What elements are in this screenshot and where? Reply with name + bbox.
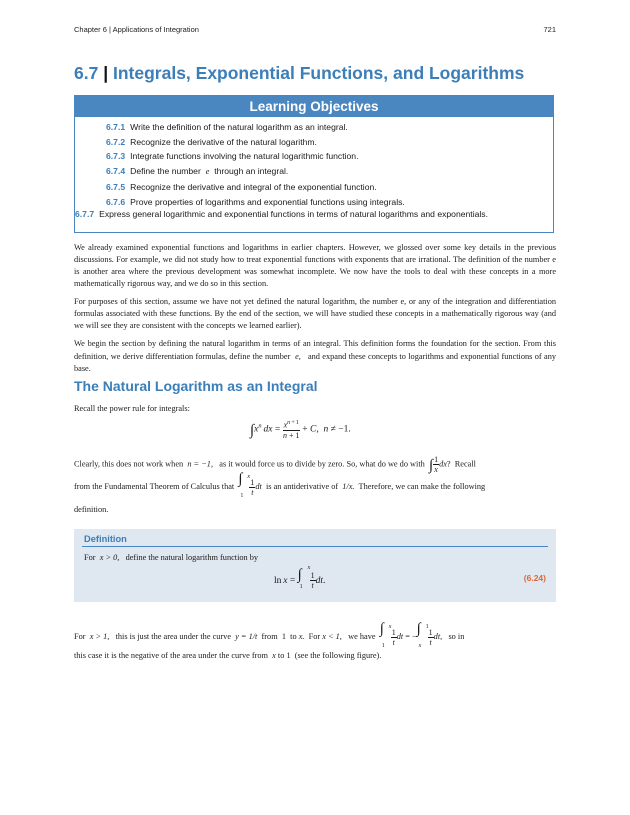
learning-objectives-box	[74, 95, 554, 233]
objective-item	[106, 195, 545, 210]
text-run: define the natural logarithm function by	[125, 553, 259, 562]
text-run: Clearly, this does not work when	[74, 459, 184, 469]
page-number: 721	[543, 25, 556, 34]
definition-divider	[82, 546, 548, 547]
text-run: Therefore, we can make the following	[358, 482, 486, 491]
learning-objectives-list	[75, 117, 553, 221]
objective-text: Integrate functions involving the natural logarithmic function.	[130, 151, 359, 161]
power-rule-equation: $\int x^n$ dx = $\frac{x^{n + 1}}{n + 1}$ + C, n ≠ −1.	[250, 420, 351, 440]
objective-text: Prove properties of logarithms and exponential functions using integrals.	[130, 196, 405, 207]
paragraph-intro: We already examined exponential functions and logarithms in earlier chapters. However, we glossed over some key details in the previous discussions. For example, we did not study how to treat exponential functions with exponents that are irrational. The definition of the number e is another area where the previous development was somewhat incomplete. We now have the tools to deal with these concepts in a more mathematically rigorous way, and we do so in this section.	[74, 243, 556, 289]
text-run: from	[261, 632, 278, 641]
math-expression: y = 1/t	[235, 632, 258, 641]
objective-text: Express general logarithmic and exponential functions in terms of natural logarithms and exponentials.	[99, 209, 488, 219]
text-run: from the Fundamental Theorem of Calculus that	[74, 482, 235, 491]
objective-text: Recognize the derivative and integral of the exponential function.	[130, 182, 377, 192]
math-expression: x > 0,	[99, 553, 120, 562]
math-expression: x > 1,	[89, 632, 110, 641]
subsection-title: The Natural Logarithm as an Integral	[74, 378, 318, 394]
objective-number: 6.7.1	[106, 122, 126, 132]
objective-text: Write the definition of the natural logarithm as an integral.	[130, 122, 348, 132]
definition-box	[74, 529, 556, 602]
objective-number: 6.7.3	[106, 151, 126, 161]
learning-objectives-heading: Learning Objectives	[75, 96, 553, 117]
math-expression: 1	[286, 651, 291, 660]
text-run: (see the following figure).	[294, 651, 382, 660]
objective-number: 6.7.5	[106, 182, 126, 192]
section-title	[74, 63, 524, 84]
title-separator: |	[103, 63, 109, 83]
objective-number: 6.7.2	[106, 136, 126, 147]
section-number: 6.7	[74, 63, 99, 83]
paragraph-ftc-end: definition.	[74, 505, 109, 514]
objective-item	[106, 120, 545, 135]
objective-item	[75, 209, 545, 221]
definition-text	[84, 553, 258, 562]
running-header-chapter: Chapter 6 | Applications of Integration	[74, 25, 199, 34]
paragraph-closing: For x > 1, this is just the area under the curve y = 1/t from 1 to x. For x < 1, we have ∫ x 1 $\frac{1}{t}$ dt = − ∫ 1 x $\frac{1}{t}$ dt, so in	[74, 621, 465, 649]
integral-1-to-x: ∫ x 1	[238, 471, 251, 499]
text-run: is an antiderivative of	[266, 482, 339, 491]
text-run: as it would force us to divide by zero. So, what do we do with	[219, 459, 425, 469]
text-run: to	[290, 632, 297, 641]
paragraph-clearly: Clearly, this does not work when n = −1, as it would force us to divide by zero. So, what do we do with ∫ $\frac{1}{x}$ dx? Recall	[74, 455, 476, 474]
definition-title: Definition	[84, 534, 127, 544]
objective-text: Define the number	[130, 165, 201, 176]
integral-x-to-1: ∫ 1 x	[416, 621, 429, 649]
text-run: and expand these concepts to logarithms and exponential functions of any base.	[74, 351, 557, 374]
text-run: so in	[448, 632, 465, 641]
section-title-text: Integrals, Exponential Functions, and Logarithms	[112, 63, 525, 83]
recall-text: Recall the power rule for integrals:	[74, 404, 190, 413]
text-run: For	[308, 632, 321, 641]
text-run: For	[74, 632, 86, 641]
math-expression: 1/x.	[342, 482, 355, 491]
objective-number: 6.7.4	[106, 165, 126, 176]
paragraph-begin	[74, 338, 556, 376]
paragraph-ftc: from the Fundamental Theorem of Calculus that ∫ x 1 $\frac{1}{t}$ dt is an antiderivative of 1/x. Therefore, we can make the following	[74, 471, 486, 499]
integral-1-to-x: ∫ x 1	[379, 621, 392, 649]
math-expression: 1	[281, 632, 286, 641]
objective-number: 6.7.7	[75, 209, 95, 219]
text-run: to	[277, 651, 285, 660]
text-run: Recall	[454, 459, 476, 469]
text-run: this case it is the negative of the area under the curve from	[74, 651, 268, 660]
objective-item	[106, 149, 545, 164]
text-run: we have	[348, 632, 376, 641]
math-expression: x	[272, 651, 276, 660]
objective-item	[106, 180, 545, 195]
math-expression: x < 1,	[322, 632, 342, 641]
objective-item	[106, 135, 545, 150]
objective-number: 6.7.6	[106, 196, 126, 207]
paragraph-purpose: For purposes of this section, assume we have not yet defined the natural logarithm, the number e, or any of the integration and differentiation formulas associated with these functions. By the end of the section, we will have studied these concepts in a mathematically rigorous way (and we will see they are consistent with the concepts we learned earlier).	[74, 297, 556, 331]
objective-text: Recognize the derivative of the natural logarithm.	[130, 136, 317, 147]
math-e: e,	[295, 351, 301, 361]
objective-text: through an integral.	[214, 165, 289, 176]
text-run: We begin the section by defining the natural logarithm in terms of an integral. This definition forms the foundation for the section. From this definition, we derive differentiation formulas, define the number	[74, 339, 556, 361]
equation-number: (6.24)	[523, 573, 546, 583]
objective-item	[106, 164, 545, 179]
text-run: For	[84, 553, 96, 562]
paragraph-closing-end	[74, 650, 556, 662]
math-e: e	[205, 165, 210, 176]
ln-definition-equation: ln x = ∫ x 1 $\frac{1}{t}$ dt.	[274, 565, 326, 591]
math-expression: n = −1,	[187, 459, 214, 469]
text-run: this is just the area under the curve	[115, 632, 232, 641]
math-expression: x.	[298, 632, 305, 641]
